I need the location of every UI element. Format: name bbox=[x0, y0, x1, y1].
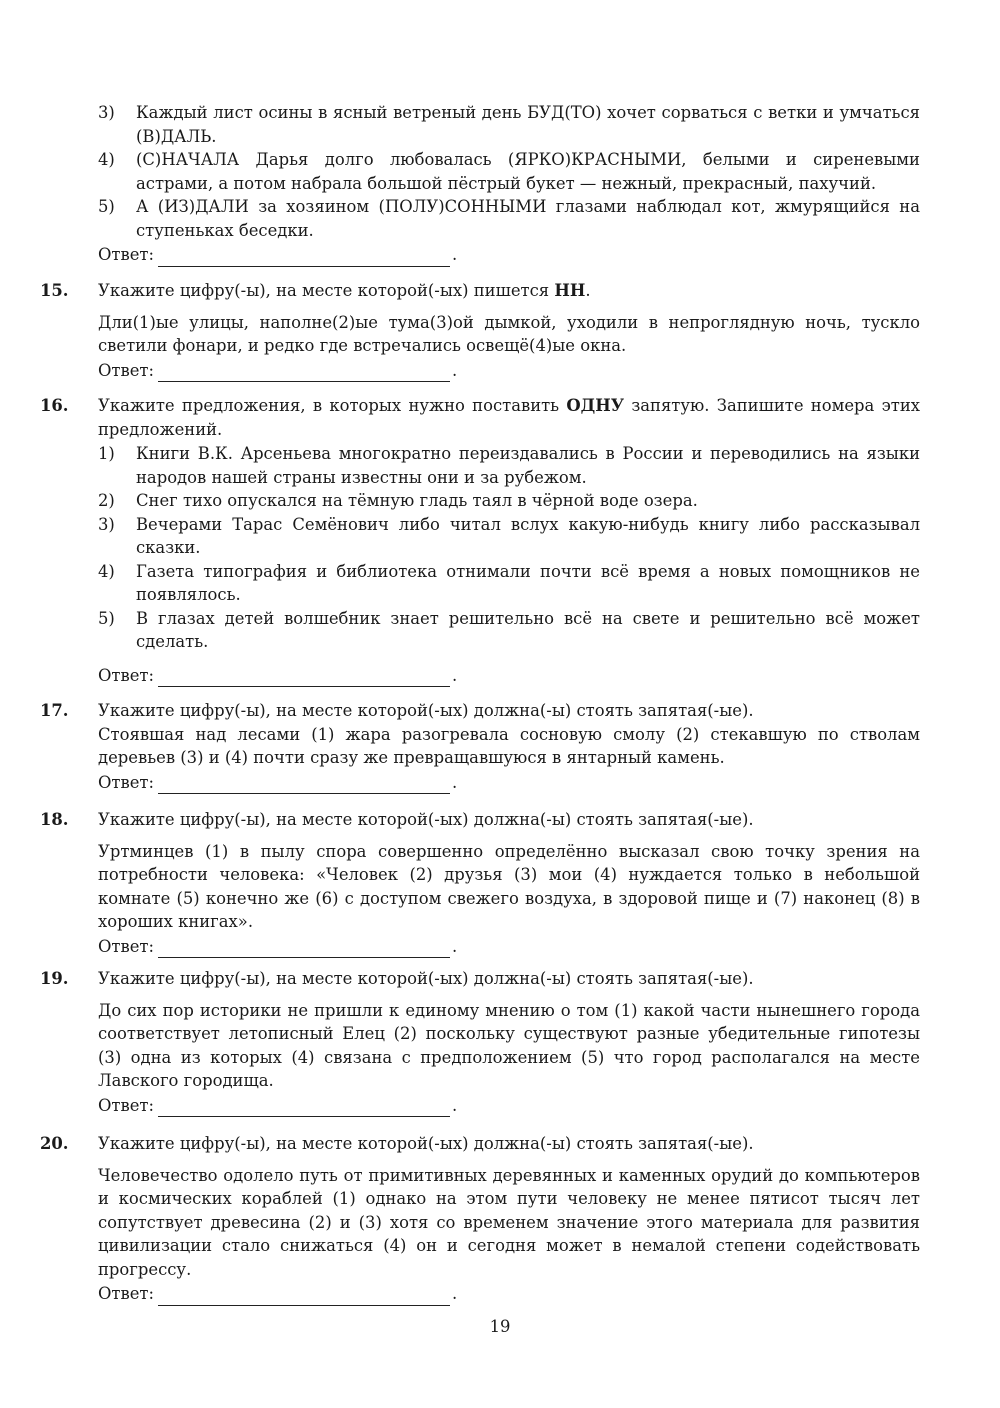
answer-label: Ответ: bbox=[98, 1095, 155, 1115]
answer-field[interactable] bbox=[158, 940, 450, 958]
list-item: 3) Вечерами Тарас Семёнович либо читал вслух какую-нибудь книгу либо рассказывал сказки. bbox=[98, 514, 920, 557]
answer-row bbox=[98, 935, 920, 959]
answer-row bbox=[98, 243, 920, 267]
task-instruction: Укажите цифру(-ы), на месте которой(-ых) должна(-ы) стоять запятая(-ые). bbox=[98, 701, 754, 720]
task-instruction: Укажите цифру(-ы), на месте которой(-ых) должна(-ы) стоять запятая(-ые). bbox=[98, 810, 754, 829]
answer-row bbox=[98, 771, 920, 795]
task-16-items bbox=[98, 442, 920, 654]
task-text: Дли(1)ые улицы, наполне(2)ые тума(3)ой дымкой, уходили в непроглядную ночь, тускло светили фонари, и редко где встречались освещё(4)ые окна. bbox=[98, 312, 920, 355]
prev-task-continuation bbox=[98, 101, 920, 267]
list-item: 5) А (ИЗ)ДАЛИ за хозяином (ПОЛУ)СОННЫМИ глазами наблюдал кот, жмурящийся на ступеньках беседки. bbox=[98, 197, 920, 240]
answer-dot: . bbox=[452, 360, 458, 380]
answer-label: Ответ: bbox=[98, 360, 155, 380]
list-item: 3) Каждый лист осины в ясный ветреный день БУД(ТО) хочет сорваться с ветки и умчаться (В)ДАЛЬ. bbox=[98, 103, 920, 146]
task-17 bbox=[40, 699, 920, 794]
task-instruction: Укажите цифру(-ы), на месте которой(-ых) должна(-ы) стоять запятая(-ые). bbox=[98, 969, 754, 988]
list-item: 2) Снег тихо опускался на тёмную гладь таял в чёрной воде озера. bbox=[98, 491, 698, 510]
list-item: 5) В глазах детей волшебник знает решительно всё на свете и решительно всё может сделать. bbox=[98, 608, 920, 651]
task-text: Уртминцев (1) в пылу спора совершенно определённо высказал свою точку зрения на потребности человека: «Человек (2) друзья (3) мои (4) нуждается только в небольшой комнате (5) конечно же (6) с доступом свежего воздуха, в здоровой пище и (7) наконец (8) в хороших книгах». bbox=[98, 841, 920, 931]
task-number: 15. bbox=[40, 281, 69, 300]
answer-dot: . bbox=[452, 772, 458, 792]
task-16 bbox=[40, 394, 920, 687]
task-text: До сих пор историки не пришли к единому мнению о том (1) какой части нынешнего города соответствует летописный Елец (2) поскольку существуют разные убедительные гипотезы (3) одна из которых (4) связана с предположением (5) что город располагался на месте Лавского городища. bbox=[98, 1000, 920, 1090]
task-20 bbox=[40, 1132, 920, 1306]
task-number: 18. bbox=[40, 810, 69, 829]
answer-field[interactable] bbox=[158, 669, 450, 687]
answer-row bbox=[98, 1282, 920, 1306]
task-instruction: Укажите цифру(-ы), на месте которой(-ых) должна(-ы) стоять запятая(-ые). bbox=[98, 1134, 754, 1153]
answer-field[interactable] bbox=[158, 249, 450, 267]
answer-field[interactable] bbox=[158, 1099, 450, 1117]
task-19 bbox=[40, 967, 920, 1117]
answer-dot: . bbox=[452, 1284, 458, 1303]
page-number: 19 bbox=[489, 1317, 511, 1336]
answer-label: Ответ: bbox=[98, 245, 155, 264]
list-item: 4) Газета типография и библиотека отнимали почти всё время а новых помощников не появлялось. bbox=[98, 561, 920, 604]
task-15 bbox=[40, 279, 920, 382]
task-number: 16. bbox=[40, 396, 69, 415]
task-text: Стоявшая над лесами (1) жара разогревала сосновую смолу (2) стекавшую по стволам деревьев (3) и (4) почти сразу же превращавшуюся в янтарный камень. bbox=[98, 724, 920, 767]
answer-field[interactable] bbox=[158, 364, 450, 382]
answer-field[interactable] bbox=[158, 1288, 450, 1306]
task-instruction: Укажите цифру(-ы), на месте которой(-ых) пишется НН. bbox=[98, 281, 591, 300]
answer-label: Ответ: bbox=[98, 772, 155, 792]
list-item: 1) Книги В.К. Арсеньева многократно переиздавались в России и переводились на языки народов нашей страны известны они и за рубежом. bbox=[98, 444, 920, 487]
task-instruction: Укажите предложения, в которых нужно поставить ОДНУ запятую. Запишите номера этих предложений. bbox=[98, 396, 920, 439]
task-number: 17. bbox=[40, 701, 69, 720]
answer-dot: . bbox=[452, 1095, 458, 1115]
prev-task-items bbox=[98, 101, 920, 242]
task-text: Человечество одолело путь от примитивных деревянных и каменных орудий до компьютеров и космических кораблей (1) однако на этом пути человеку не менее пятисот тысяч лет сопутствует древесина (2) и (3) хотя со временем значение этого материала для развития цивилизации стало снижаться (4) он и сегодня может в немалой степени содействовать прогрессу. bbox=[98, 1165, 920, 1279]
answer-label: Ответ: bbox=[98, 665, 155, 685]
task-number: 19. bbox=[40, 969, 69, 988]
answer-row bbox=[98, 359, 920, 383]
answer-field[interactable] bbox=[158, 776, 450, 794]
task-number: 20. bbox=[40, 1134, 69, 1153]
answer-row bbox=[98, 1094, 920, 1118]
answer-label: Ответ: bbox=[98, 1284, 155, 1303]
task-18 bbox=[40, 808, 920, 958]
answer-dot: . bbox=[452, 245, 458, 264]
answer-dot: . bbox=[452, 936, 458, 956]
answer-row bbox=[98, 664, 920, 688]
list-item: 4) (С)НАЧАЛА Дарья долго любовалась (ЯРКО)КРАСНЫМИ, белыми и сиреневыми астрами, а потом набрала большой пёстрый букет — нежный, прекрасный, пахучий. bbox=[98, 150, 920, 193]
answer-dot: . bbox=[452, 665, 458, 685]
answer-label: Ответ: bbox=[98, 936, 155, 956]
